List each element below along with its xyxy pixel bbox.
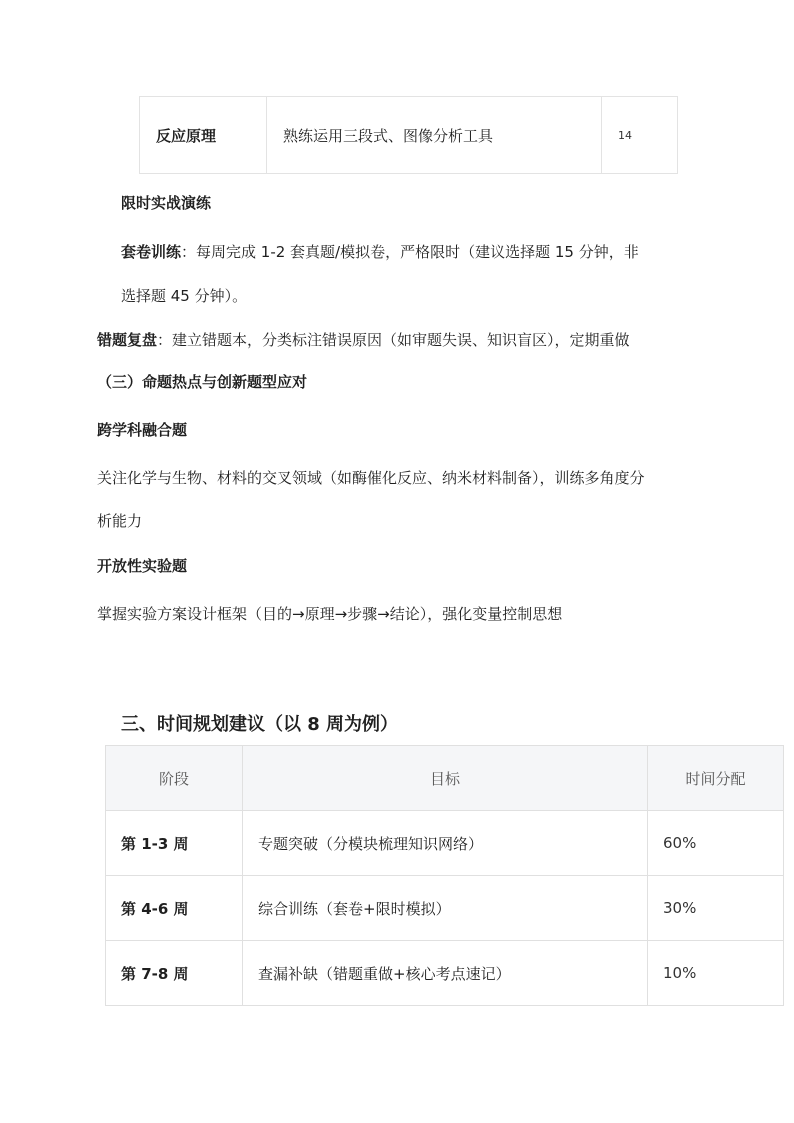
table-row: [106, 876, 784, 941]
set-training-line-2: 选择题 45 分钟）。: [121, 287, 248, 305]
cross-discipline-heading: 跨学科融合题: [97, 421, 188, 439]
header-goal: 目标: [243, 746, 648, 811]
cross-discipline-text-2: 析能力: [97, 512, 143, 530]
stage-cell: 第 4-6 周: [106, 876, 243, 941]
method-cell: 熟练运用三段式、图像分析工具: [267, 97, 602, 174]
stage-cell: 第 1-3 周: [106, 811, 243, 876]
error-review-label: 错题复盘: [97, 331, 158, 349]
error-review-text: ：建立错题本，分类标注错误原因（如审题失误、知识盲区），定期重做: [157, 331, 630, 349]
table-header-row: [106, 746, 784, 811]
set-training-line-1: [121, 242, 639, 262]
open-experiment-text: 掌握实验方案设计框架（目的→原理→步骤→结论），强化变量控制思想: [97, 605, 563, 623]
stage-cell: 第 7-8 周: [106, 941, 243, 1006]
hot-topics-heading: （三）命题热点与创新题型应对: [97, 373, 308, 391]
time-plan-table: [105, 745, 784, 1006]
goal-cell: 专题突破（分模块梳理知识网络）: [243, 811, 648, 876]
topic-cell: 反应原理: [140, 97, 267, 174]
goal-cell: 综合训练（套卷+限时模拟）: [243, 876, 648, 941]
table-row: [106, 811, 784, 876]
header-share: 时间分配: [648, 746, 784, 811]
timed-practice-heading: 限时实战演练: [121, 194, 212, 212]
table-row: [106, 941, 784, 1006]
cross-discipline-text-1: 关注化学与生物、材料的交叉领域（如酶催化反应、纳米材料制备），训练多角度分: [97, 469, 645, 487]
set-training-label: 套卷训练: [121, 243, 182, 261]
error-review-line: [97, 330, 630, 350]
open-experiment-heading: 开放性实验题: [97, 557, 188, 575]
goal-cell: 查漏补缺（错题重做+核心考点速记）: [243, 941, 648, 1006]
share-cell: 60%: [648, 811, 784, 876]
value-cell: 14: [602, 97, 678, 174]
topic-table: [139, 96, 678, 174]
share-cell: 30%: [648, 876, 784, 941]
set-training-text-1: ：每周完成 1-2 套真题/模拟卷，严格限时（建议选择题 15 分钟，非: [181, 243, 639, 261]
share-cell: 10%: [648, 941, 784, 1006]
time-plan-heading: 三、时间规划建议（以 8 周为例）: [121, 714, 399, 735]
header-stage: 阶段: [106, 746, 243, 811]
table-row: [140, 97, 678, 174]
